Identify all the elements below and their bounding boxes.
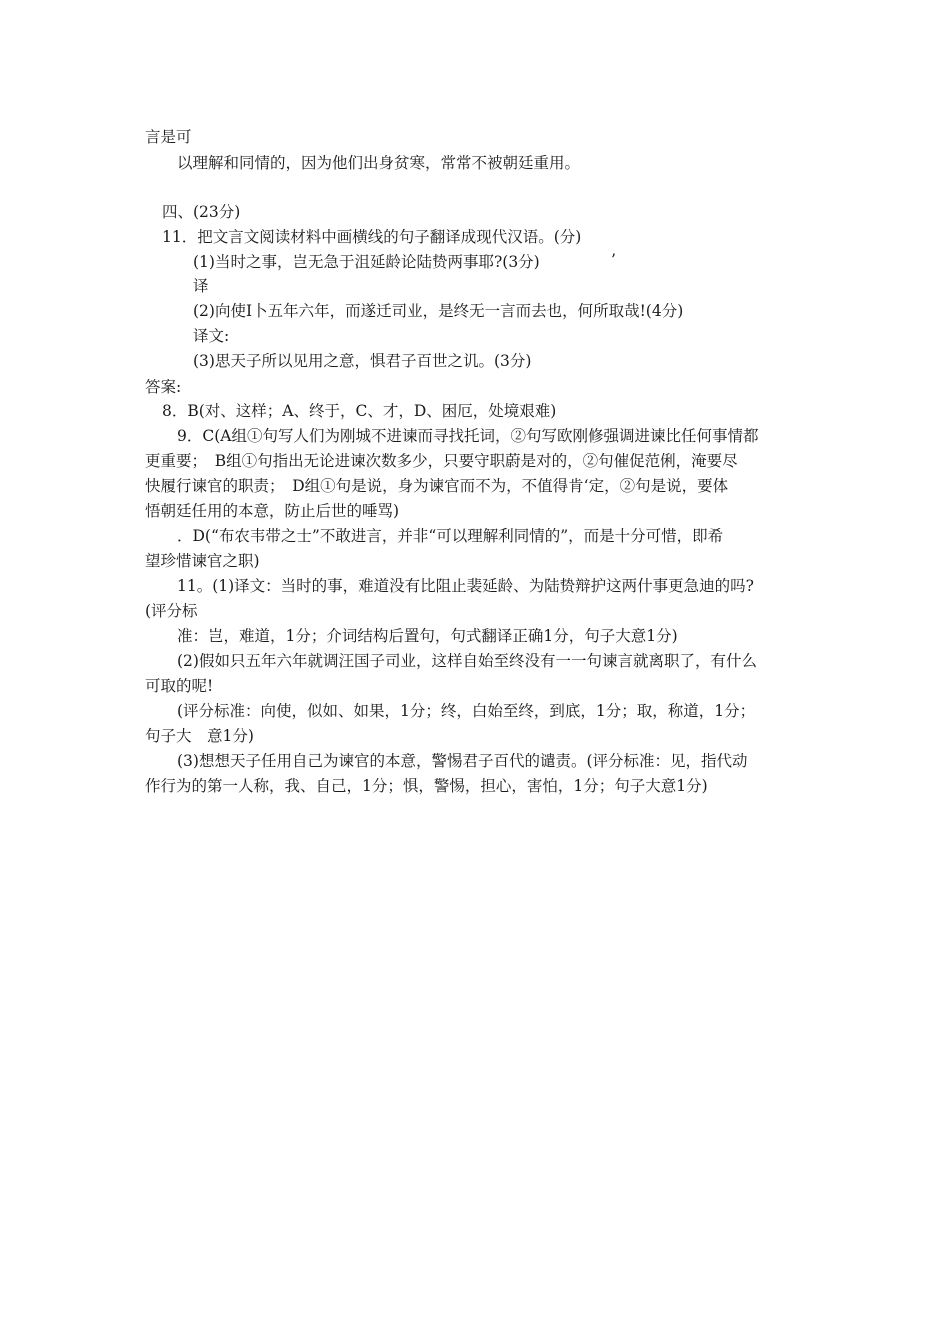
translation-label: 译文: <box>193 327 230 345</box>
question-item: (2)向使Ⅰ卜五年六年，而遂迁司业，是终无一言而去也，何所取哉!(4分) <box>193 302 684 320</box>
question-item: (3)思天子所以见用之意，惧君子百世之讥。(3分) <box>193 352 532 370</box>
text-line: 言是可 <box>145 128 192 146</box>
answer-line: 11。(1)译文：当时的事，难道没有比阻止裴延龄、为陆贽辩护这两什事更急迪的吗? <box>177 577 754 595</box>
answer-line: 更重要； B组①句指出无论进谏次数多少，只要守职蔚是对的，②句催促范俐，淹要尽 <box>145 452 738 470</box>
answer-line: 作行为的第一人称，我、自己，1分；惧，警惕，担心，害怕，1分；句子大意1分) <box>145 777 708 795</box>
answer-line: 快履行谏官的职责； D组①句是说，身为谏官而不为，不值得肯‘定，②句是说，要体 <box>145 477 729 495</box>
text-line: 以理解和同情的，因为他们出身贫寒，常常不被朝廷重用。 <box>177 154 581 172</box>
answer-line: ．D(“布农韦带之士”不敢进言，并非“可以理解利同情的”，而是十分可惜，即希 <box>177 527 724 545</box>
answer-line: 9．C(A组①句写人们为刚城不进谏而寻找托词，②句写欧刚修强调进谏比任何事情都 <box>177 427 759 445</box>
answer-line: 8．B(对、这样；A、终于，C、才，D、困厄，处境艰难) <box>162 402 557 420</box>
answer-line: 悟朝廷任用的本意，防止后世的唾骂) <box>145 502 400 520</box>
question-item: (1)当时之事，岂无急于沮延龄论陆贽两事耶?(3分) <box>193 253 540 271</box>
answer-line: 望珍惜谏官之职) <box>145 552 260 570</box>
translation-label: 译 <box>193 277 209 295</box>
answer-line: (2)假如只五年六年就调汪国子司业，这样自始至终没有一一句谏言就离职了，有什么 <box>177 652 757 670</box>
answer-line: 句子大 意1分) <box>145 727 254 745</box>
section-heading: 四、(23分) <box>162 203 241 221</box>
answer-line: (3)想想天子任用自己为谏官的本意，警惕君子百代的谴责。(评分标准：见，指代动 <box>177 752 748 770</box>
answer-line: (评分标 <box>145 602 198 620</box>
question-line: 11．把文言文阅读材料中画横线的句子翻译成现代汉语。(分) <box>162 228 582 246</box>
answer-line: (评分标准：向使，似如、如果，1分；终，白始至终，到底，1分；取，称道，1分； <box>177 702 756 720</box>
answer-line: 准：岂，难道，1分；介词结构后置句，句式翻译正确1分，句子大意1分) <box>177 627 678 645</box>
stray-mark: ’ <box>611 251 616 269</box>
answer-line: 可取的呢! <box>145 677 214 695</box>
answer-heading: 答案: <box>145 378 182 396</box>
